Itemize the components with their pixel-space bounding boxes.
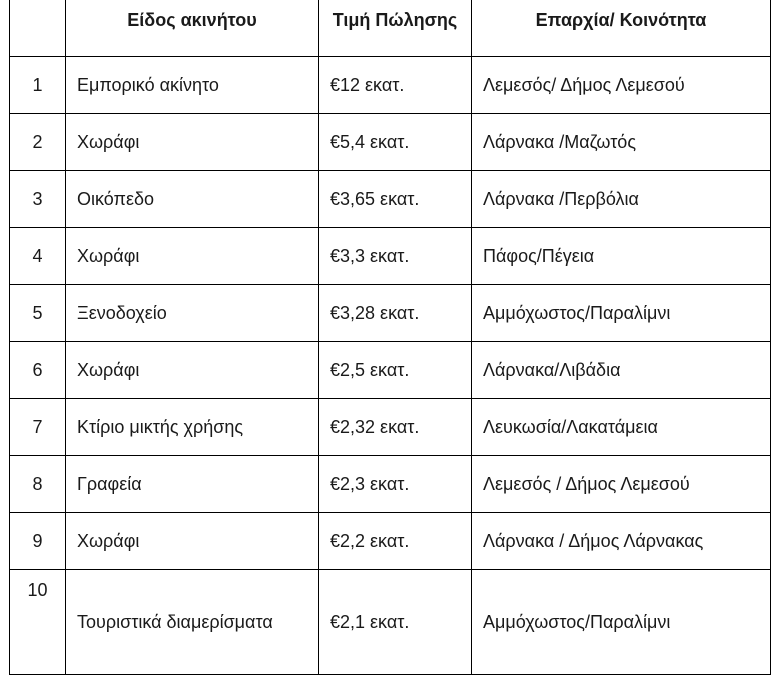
row-index: 1 <box>10 57 66 114</box>
sale-price: €3,3 εκατ. <box>319 228 472 285</box>
property-type: Κτίριο μικτής χρήσης <box>66 399 319 456</box>
sale-price: €2,32 εκατ. <box>319 399 472 456</box>
table-row <box>10 456 771 513</box>
header-district-community: Επαρχία/ Κοινότητα <box>472 0 771 57</box>
district-community: Λεμεσός/ Δήμος Λεμεσού <box>472 57 771 114</box>
header-index <box>10 0 66 57</box>
sale-price: €2,1 εκατ. <box>319 570 472 675</box>
table-row <box>10 228 771 285</box>
district-community: Αμμόχωστος/Παραλίμνι <box>472 570 771 675</box>
row-index: 4 <box>10 228 66 285</box>
property-type: Οικόπεδο <box>66 171 319 228</box>
sale-price: €2,5 εκατ. <box>319 342 472 399</box>
table-row <box>10 171 771 228</box>
sale-price: €3,28 εκατ. <box>319 285 472 342</box>
header-property-type: Είδος ακινήτου <box>66 0 319 57</box>
row-index: 8 <box>10 456 66 513</box>
table-row <box>10 399 771 456</box>
table-row <box>10 57 771 114</box>
sale-price: €2,2 εκατ. <box>319 513 472 570</box>
table-row <box>10 342 771 399</box>
table-row <box>10 285 771 342</box>
table-row <box>10 114 771 171</box>
row-index: 10 <box>10 570 66 675</box>
table-header-row <box>10 0 771 57</box>
district-community: Λάρνακα /Μαζωτός <box>472 114 771 171</box>
property-type: Τουριστικά διαμερίσματα <box>66 570 319 675</box>
property-type: Χωράφι <box>66 228 319 285</box>
district-community: Λάρνακα / Δήμος Λάρνακας <box>472 513 771 570</box>
district-community: Λάρνακα/Λιβάδια <box>472 342 771 399</box>
property-type: Ξενοδοχείο <box>66 285 319 342</box>
row-index: 5 <box>10 285 66 342</box>
property-sales-table <box>9 0 771 675</box>
district-community: Λεμεσός / Δήμος Λεμεσού <box>472 456 771 513</box>
table-row <box>10 570 771 675</box>
district-community: Λάρνακα /Περβόλια <box>472 171 771 228</box>
district-community: Πάφος/Πέγεια <box>472 228 771 285</box>
table-row <box>10 513 771 570</box>
property-type: Χωράφι <box>66 114 319 171</box>
row-index: 3 <box>10 171 66 228</box>
property-type: Χωράφι <box>66 342 319 399</box>
property-type: Εμπορικό ακίνητο <box>66 57 319 114</box>
property-type: Χωράφι <box>66 513 319 570</box>
sale-price: €12 εκατ. <box>319 57 472 114</box>
sale-price: €5,4 εκατ. <box>319 114 472 171</box>
row-index: 9 <box>10 513 66 570</box>
row-index: 6 <box>10 342 66 399</box>
district-community: Λευκωσία/Λακατάμεια <box>472 399 771 456</box>
sale-price: €2,3 εκατ. <box>319 456 472 513</box>
header-sale-price: Τιμή Πώλησης <box>319 0 472 57</box>
property-type: Γραφεία <box>66 456 319 513</box>
row-index: 7 <box>10 399 66 456</box>
district-community: Αμμόχωστος/Παραλίμνι <box>472 285 771 342</box>
row-index: 2 <box>10 114 66 171</box>
sale-price: €3,65 εκατ. <box>319 171 472 228</box>
